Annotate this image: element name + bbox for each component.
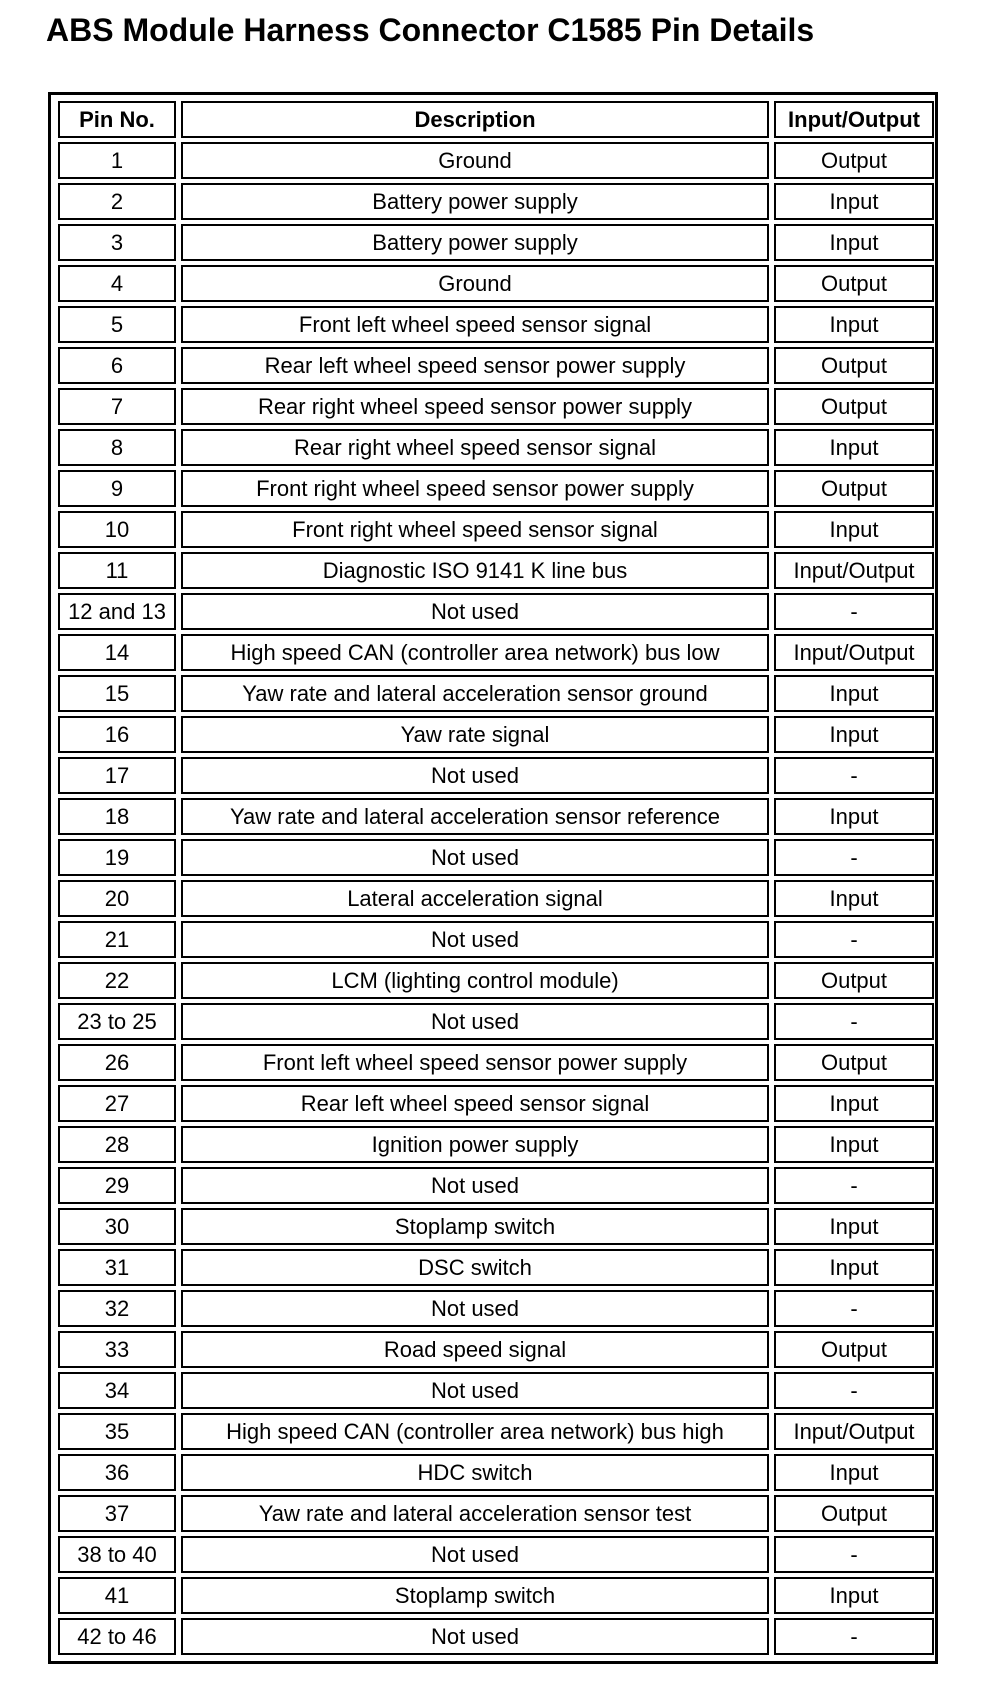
table-row	[58, 1249, 934, 1286]
description-cell: Front right wheel speed sensor signal	[181, 511, 769, 548]
table-row	[58, 552, 934, 589]
input-output-cell: Input	[774, 1208, 934, 1245]
table-row	[58, 1372, 934, 1409]
table-row	[58, 1536, 934, 1573]
description-cell: Not used	[181, 839, 769, 876]
description-cell: Front left wheel speed sensor power supply	[181, 1044, 769, 1081]
description-cell: Battery power supply	[181, 224, 769, 261]
pin-number-cell: 26	[58, 1044, 176, 1081]
table-row	[58, 1167, 934, 1204]
input-output-cell: Input	[774, 1249, 934, 1286]
input-output-cell: Input	[774, 1126, 934, 1163]
pin-number-cell: 7	[58, 388, 176, 425]
pin-number-cell: 5	[58, 306, 176, 343]
pin-number-cell: 37	[58, 1495, 176, 1532]
description-cell: Ground	[181, 265, 769, 302]
pin-number-cell: 20	[58, 880, 176, 917]
description-cell: Not used	[181, 921, 769, 958]
table-row	[58, 880, 934, 917]
table-row	[58, 429, 934, 466]
pin-number-cell: 21	[58, 921, 176, 958]
pin-number-cell: 4	[58, 265, 176, 302]
input-output-cell: -	[774, 1618, 934, 1655]
description-cell: Yaw rate and lateral acceleration sensor ground	[181, 675, 769, 712]
input-output-cell: Input	[774, 511, 934, 548]
pin-number-cell: 28	[58, 1126, 176, 1163]
header-pin-no: Pin No.	[58, 101, 176, 138]
table-row	[58, 757, 934, 794]
table-row	[58, 306, 934, 343]
pin-details-table	[53, 97, 939, 1659]
header-description: Description	[181, 101, 769, 138]
pin-number-cell: 18	[58, 798, 176, 835]
table-row	[58, 798, 934, 835]
input-output-cell: -	[774, 593, 934, 630]
header-input-output: Input/Output	[774, 101, 934, 138]
table-row	[58, 1618, 934, 1655]
pin-number-cell: 31	[58, 1249, 176, 1286]
description-cell: High speed CAN (controller area network) bus low	[181, 634, 769, 671]
input-output-cell: Output	[774, 1331, 934, 1368]
input-output-cell: -	[774, 1372, 934, 1409]
input-output-cell: -	[774, 1290, 934, 1327]
pin-number-cell: 15	[58, 675, 176, 712]
description-cell: Not used	[181, 1536, 769, 1573]
table-row	[58, 265, 934, 302]
pin-number-cell: 42 to 46	[58, 1618, 176, 1655]
input-output-cell: -	[774, 921, 934, 958]
table-row	[58, 1003, 934, 1040]
pin-number-cell: 35	[58, 1413, 176, 1450]
description-cell: Ground	[181, 142, 769, 179]
input-output-cell: -	[774, 1003, 934, 1040]
pin-number-cell: 14	[58, 634, 176, 671]
table-row	[58, 347, 934, 384]
pin-number-cell: 30	[58, 1208, 176, 1245]
input-output-cell: Output	[774, 265, 934, 302]
table-row	[58, 183, 934, 220]
pin-number-cell: 6	[58, 347, 176, 384]
description-cell: Not used	[181, 593, 769, 630]
table-row	[58, 634, 934, 671]
description-cell: DSC switch	[181, 1249, 769, 1286]
table-row	[58, 1331, 934, 1368]
input-output-cell: -	[774, 1536, 934, 1573]
pin-number-cell: 38 to 40	[58, 1536, 176, 1573]
input-output-cell: Input	[774, 1454, 934, 1491]
description-cell: LCM (lighting control module)	[181, 962, 769, 999]
description-cell: Rear left wheel speed sensor power supply	[181, 347, 769, 384]
input-output-cell: Input	[774, 1577, 934, 1614]
pin-number-cell: 41	[58, 1577, 176, 1614]
table-row	[58, 1495, 934, 1532]
input-output-cell: Input	[774, 798, 934, 835]
pin-number-cell: 23 to 25	[58, 1003, 176, 1040]
table-row	[58, 470, 934, 507]
pin-number-cell: 10	[58, 511, 176, 548]
description-cell: Not used	[181, 1372, 769, 1409]
pin-number-cell: 33	[58, 1331, 176, 1368]
table-row	[58, 1085, 934, 1122]
table-row	[58, 1208, 934, 1245]
table-row	[58, 142, 934, 179]
description-cell: Not used	[181, 1003, 769, 1040]
description-cell: Front left wheel speed sensor signal	[181, 306, 769, 343]
input-output-cell: Output	[774, 142, 934, 179]
table-row	[58, 839, 934, 876]
input-output-cell: Input	[774, 306, 934, 343]
description-cell: High speed CAN (controller area network) bus high	[181, 1413, 769, 1450]
pin-number-cell: 17	[58, 757, 176, 794]
table-row	[58, 224, 934, 261]
pin-number-cell: 3	[58, 224, 176, 261]
pin-number-cell: 2	[58, 183, 176, 220]
pin-number-cell: 34	[58, 1372, 176, 1409]
pin-number-cell: 11	[58, 552, 176, 589]
description-cell: Not used	[181, 1618, 769, 1655]
input-output-cell: -	[774, 757, 934, 794]
table-row	[58, 593, 934, 630]
description-cell: Not used	[181, 1290, 769, 1327]
description-cell: Rear left wheel speed sensor signal	[181, 1085, 769, 1122]
table-row	[58, 511, 934, 548]
input-output-cell: Input	[774, 224, 934, 261]
pin-number-cell: 27	[58, 1085, 176, 1122]
description-cell: Road speed signal	[181, 1331, 769, 1368]
description-cell: Lateral acceleration signal	[181, 880, 769, 917]
input-output-cell: Output	[774, 1044, 934, 1081]
input-output-cell: Output	[774, 347, 934, 384]
description-cell: Not used	[181, 757, 769, 794]
description-cell: Front right wheel speed sensor power supply	[181, 470, 769, 507]
pin-number-cell: 8	[58, 429, 176, 466]
description-cell: Ignition power supply	[181, 1126, 769, 1163]
input-output-cell: Input/Output	[774, 1413, 934, 1450]
description-cell: HDC switch	[181, 1454, 769, 1491]
input-output-cell: Input	[774, 716, 934, 753]
description-cell: Diagnostic ISO 9141 K line bus	[181, 552, 769, 589]
description-cell: Yaw rate and lateral acceleration sensor test	[181, 1495, 769, 1532]
page-title: ABS Module Harness Connector C1585 Pin Details	[46, 12, 815, 48]
description-cell: Rear right wheel speed sensor power supply	[181, 388, 769, 425]
pin-number-cell: 32	[58, 1290, 176, 1327]
pin-number-cell: 9	[58, 470, 176, 507]
pin-number-cell: 19	[58, 839, 176, 876]
table-body	[58, 142, 934, 1655]
description-cell: Not used	[181, 1167, 769, 1204]
table-row	[58, 1577, 934, 1614]
input-output-cell: Input	[774, 675, 934, 712]
pin-number-cell: 36	[58, 1454, 176, 1491]
table-row	[58, 1290, 934, 1327]
pin-table-frame	[48, 92, 938, 1664]
input-output-cell: -	[774, 839, 934, 876]
input-output-cell: Input/Output	[774, 552, 934, 589]
table-header-row	[58, 101, 934, 138]
table-row	[58, 962, 934, 999]
pin-number-cell: 12 and 13	[58, 593, 176, 630]
description-cell: Battery power supply	[181, 183, 769, 220]
input-output-cell: Input/Output	[774, 634, 934, 671]
input-output-cell: Input	[774, 429, 934, 466]
input-output-cell: -	[774, 1167, 934, 1204]
input-output-cell: Output	[774, 1495, 934, 1532]
description-cell: Rear right wheel speed sensor signal	[181, 429, 769, 466]
table-row	[58, 388, 934, 425]
table-row	[58, 1413, 934, 1450]
input-output-cell: Input	[774, 1085, 934, 1122]
pin-number-cell: 16	[58, 716, 176, 753]
pin-number-cell: 29	[58, 1167, 176, 1204]
description-cell: Stoplamp switch	[181, 1208, 769, 1245]
input-output-cell: Input	[774, 183, 934, 220]
table-row	[58, 716, 934, 753]
description-cell: Yaw rate and lateral acceleration sensor reference	[181, 798, 769, 835]
input-output-cell: Input	[774, 880, 934, 917]
input-output-cell: Output	[774, 470, 934, 507]
input-output-cell: Output	[774, 962, 934, 999]
description-cell: Yaw rate signal	[181, 716, 769, 753]
table-row	[58, 1044, 934, 1081]
table-row	[58, 1126, 934, 1163]
table-row	[58, 675, 934, 712]
description-cell: Stoplamp switch	[181, 1577, 769, 1614]
input-output-cell: Output	[774, 388, 934, 425]
table-row	[58, 921, 934, 958]
pin-number-cell: 22	[58, 962, 176, 999]
pin-number-cell: 1	[58, 142, 176, 179]
table-row	[58, 1454, 934, 1491]
